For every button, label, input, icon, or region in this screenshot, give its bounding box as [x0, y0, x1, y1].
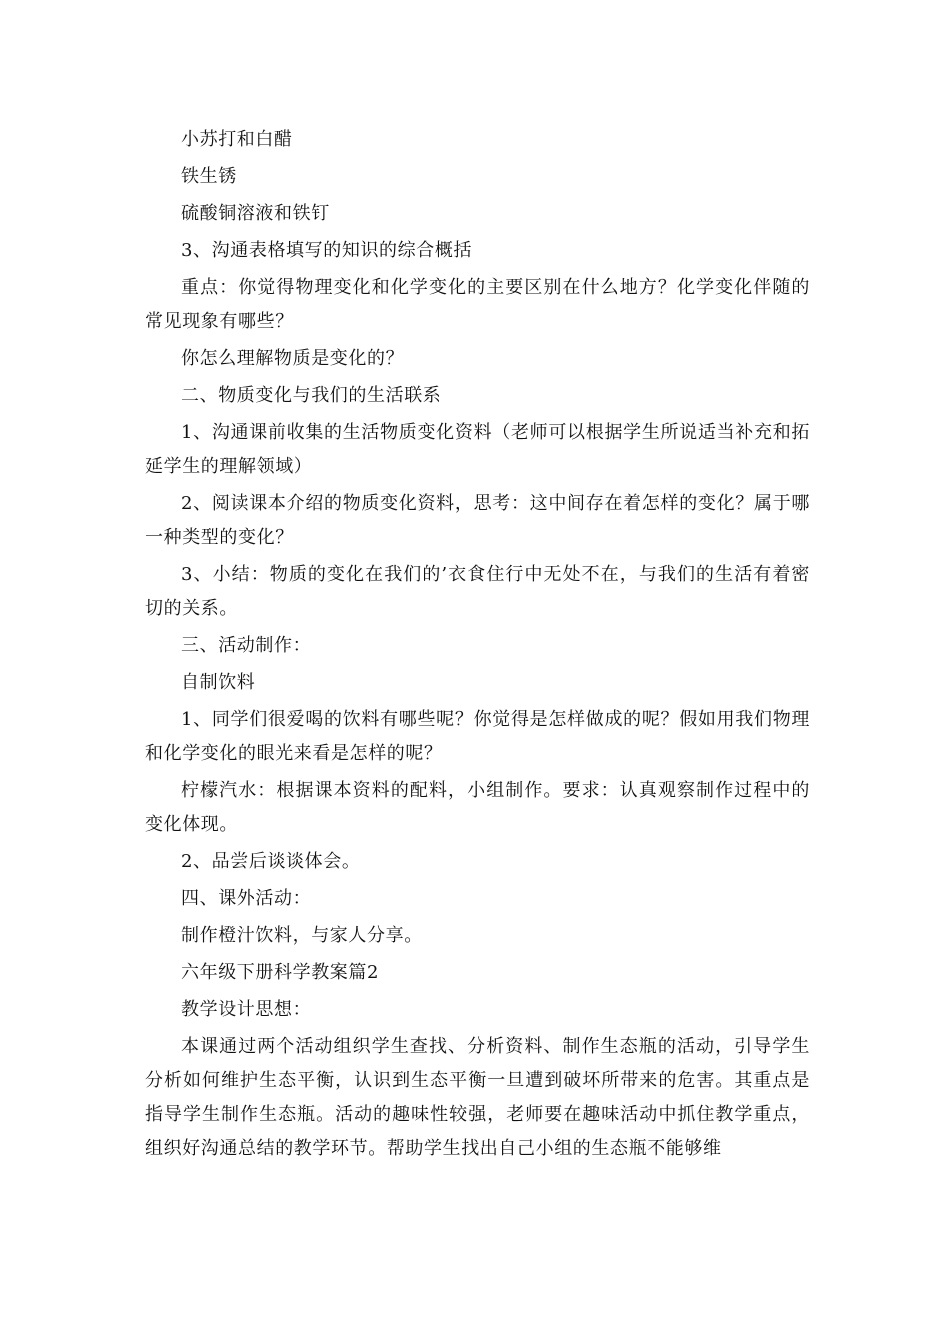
paragraph: 自制饮料 — [181, 672, 256, 693]
paragraph: 3、沟通表格填写的知识的综合概括 — [181, 240, 473, 261]
paragraph: 小苏打和白醋 — [181, 129, 293, 150]
document-body — [145, 123, 810, 1166]
paragraph: 2、品尝后谈谈体会。 — [181, 851, 361, 872]
paragraph: 制作橙汁饮料，与家人分享。 — [181, 925, 423, 946]
section-heading: 三、活动制作： — [181, 635, 312, 656]
paragraph: 铁生锈 — [181, 166, 237, 187]
paragraph: 3、小结：物质的变化在我们的’衣食住行中无处不在，与我们的生活有着密切的关系。 — [145, 564, 810, 619]
paragraph: 1、同学们很爱喝的饮料有哪些呢？你觉得是怎样做成的呢？假如用我们物理和化学变化的眼光来看是怎样的呢？ — [145, 709, 810, 764]
paragraph: 硫酸铜溶液和铁钉 — [181, 203, 330, 224]
paragraph: 柠檬汽水：根据课本资料的配料，小组制作。要求：认真观察制作过程中的变化体现。 — [145, 780, 810, 835]
section-heading: 六年级下册科学教案篇2 — [181, 962, 380, 983]
section-heading: 二、物质变化与我们的生活联系 — [181, 385, 442, 406]
paragraph: 1、沟通课前收集的生活物质变化资料（老师可以根据学生所说适当补充和拓延学生的理解领域） — [145, 422, 810, 477]
paragraph: 教学设计思想： — [181, 999, 312, 1020]
paragraph: 本课通过两个活动组织学生查找、分析资料、制作生态瓶的活动，引导学生分析如何维护生态平衡，认识到生态平衡一旦遭到破坏所带来的危害。其重点是指导学生制作生态瓶。活动的趣味性较强，老师要在趣味活动中抓住教学重点，组织好沟通总结的教学环节。帮助学生找出自己小组的生态瓶不能够维 — [145, 1036, 810, 1159]
paragraph: 重点：你觉得物理变化和化学变化的主要区别在什么地方？化学变化伴随的常见现象有哪些？ — [145, 277, 810, 332]
paragraph: 2、阅读课本介绍的物质变化资料，思考：这中间存在着怎样的变化？属于哪一种类型的变化？ — [145, 493, 810, 548]
paragraph: 你怎么理解物质是变化的？ — [181, 348, 405, 369]
section-heading: 四、课外活动： — [181, 888, 312, 909]
